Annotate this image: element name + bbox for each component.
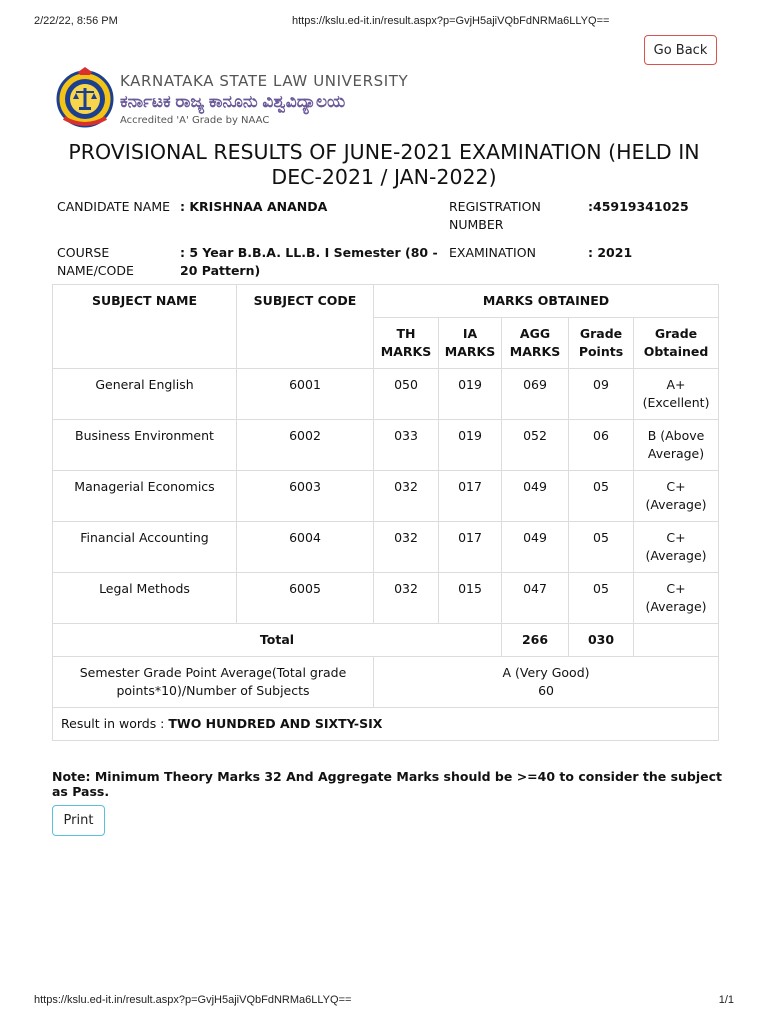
page-title: PROVISIONAL RESULTS OF JUNE-2021 EXAMINATION (HELD IN DEC-2021 / JAN-2022) <box>68 140 700 189</box>
university-seal-icon <box>54 66 116 128</box>
print-url: https://kslu.ed-it.in/result.aspx?p=GvjH5ajiVQbFdNRMa6LLYQ== <box>292 15 610 27</box>
ia-marks: 015 <box>439 573 502 624</box>
sgpa-result <box>374 657 719 708</box>
grade-obtained: A+ (Excellent) <box>634 369 719 420</box>
grade-points: 09 <box>569 369 634 420</box>
table-row <box>53 369 719 420</box>
ia-marks: 019 <box>439 420 502 471</box>
th-marks: 032 <box>374 522 439 573</box>
accreditation-text: Accredited 'A' Grade by NAAC <box>120 115 270 126</box>
result-words <box>53 708 719 741</box>
grade-obtained: B (Above Average) <box>634 420 719 471</box>
page-number: 1/1 <box>718 994 734 1006</box>
header-agg-marks: AGG MARKS <box>502 318 569 369</box>
agg-marks: 049 <box>502 471 569 522</box>
registration-number-value: :45919341025 <box>588 199 689 214</box>
total-row <box>53 624 719 657</box>
subject-code: 6005 <box>237 573 374 624</box>
registration-number-label: REGISTRATION NUMBER <box>449 199 541 232</box>
candidate-name-value: : KRISHNAA ANANDA <box>180 199 328 214</box>
total-label: Total <box>53 624 502 657</box>
grade-points: 05 <box>569 471 634 522</box>
th-marks: 032 <box>374 573 439 624</box>
table-row <box>53 573 719 624</box>
footer-url: https://kslu.ed-it.in/result.aspx?p=GvjH5ajiVQbFdNRMa6LLYQ== <box>34 994 352 1006</box>
university-name-english: KARNATAKA STATE LAW UNIVERSITY <box>120 72 409 90</box>
subject-code: 6002 <box>237 420 374 471</box>
course-value: : 5 Year B.B.A. LL.B. I Semester (80 - 20 Pattern) <box>180 245 438 278</box>
total-agg-marks: 266 <box>502 624 569 657</box>
examination-value: : 2021 <box>588 245 633 260</box>
header-grade-points: Grade Points <box>569 318 634 369</box>
result-words-label: Result in words : <box>61 716 169 731</box>
subject-name: Business Environment <box>53 420 237 471</box>
subject-code: 6003 <box>237 471 374 522</box>
header-ia-marks: IA MARKS <box>439 318 502 369</box>
course-label: COURSE NAME/CODE <box>57 245 134 278</box>
result-words-value: TWO HUNDRED AND SIXTY-SIX <box>168 716 383 731</box>
agg-marks: 049 <box>502 522 569 573</box>
sgpa-grade: A (Very Good) <box>502 665 590 680</box>
grade-points: 05 <box>569 573 634 624</box>
grade-obtained: C+ (Average) <box>634 573 719 624</box>
subject-name: Legal Methods <box>53 573 237 624</box>
table-row <box>53 420 719 471</box>
header-grade-obtained: Grade Obtained <box>634 318 719 369</box>
print-button[interactable]: Print <box>52 805 105 836</box>
table-row <box>53 471 719 522</box>
ia-marks: 017 <box>439 471 502 522</box>
sgpa-label: Semester Grade Point Average(Total grade points*10)/Number of Subjects <box>53 657 374 708</box>
grade-points: 05 <box>569 522 634 573</box>
agg-marks: 069 <box>502 369 569 420</box>
result-words-row <box>53 708 719 741</box>
table-header-row <box>53 285 719 318</box>
go-back-button[interactable]: Go Back <box>644 35 717 65</box>
header-subject-code: SUBJECT CODE <box>237 285 374 369</box>
th-marks: 033 <box>374 420 439 471</box>
ia-marks: 019 <box>439 369 502 420</box>
header-subject-name: SUBJECT NAME <box>53 285 237 369</box>
sgpa-row <box>53 657 719 708</box>
subject-name: Financial Accounting <box>53 522 237 573</box>
agg-marks: 052 <box>502 420 569 471</box>
agg-marks: 047 <box>502 573 569 624</box>
total-grade-points: 030 <box>569 624 634 657</box>
subject-code: 6001 <box>237 369 374 420</box>
subject-code: 6004 <box>237 522 374 573</box>
university-name-kannada: ಕರ್ನಾಟಕ ರಾಜ್ಯ ಕಾನೂನು ವಿಶ್ವವಿದ್ಯಾಲಯ <box>120 92 346 111</box>
th-marks: 032 <box>374 471 439 522</box>
header-th-marks: TH MARKS <box>374 318 439 369</box>
examination-label: EXAMINATION <box>449 245 536 260</box>
header-marks-obtained: MARKS OBTAINED <box>374 285 719 318</box>
subject-name: General English <box>53 369 237 420</box>
total-empty-cell <box>634 624 719 657</box>
th-marks: 050 <box>374 369 439 420</box>
marks-table <box>52 284 719 741</box>
pass-criteria-note: Note: Minimum Theory Marks 32 And Aggregate Marks should be >=40 to consider the subject as Pass. <box>52 769 723 799</box>
grade-obtained: C+ (Average) <box>634 522 719 573</box>
table-row <box>53 522 719 573</box>
candidate-name-label: CANDIDATE NAME <box>57 199 171 214</box>
subject-name: Managerial Economics <box>53 471 237 522</box>
grade-points: 06 <box>569 420 634 471</box>
grade-obtained: C+ (Average) <box>634 471 719 522</box>
ia-marks: 017 <box>439 522 502 573</box>
sgpa-value: 60 <box>538 683 554 698</box>
print-datetime: 2/22/22, 8:56 PM <box>34 15 118 27</box>
